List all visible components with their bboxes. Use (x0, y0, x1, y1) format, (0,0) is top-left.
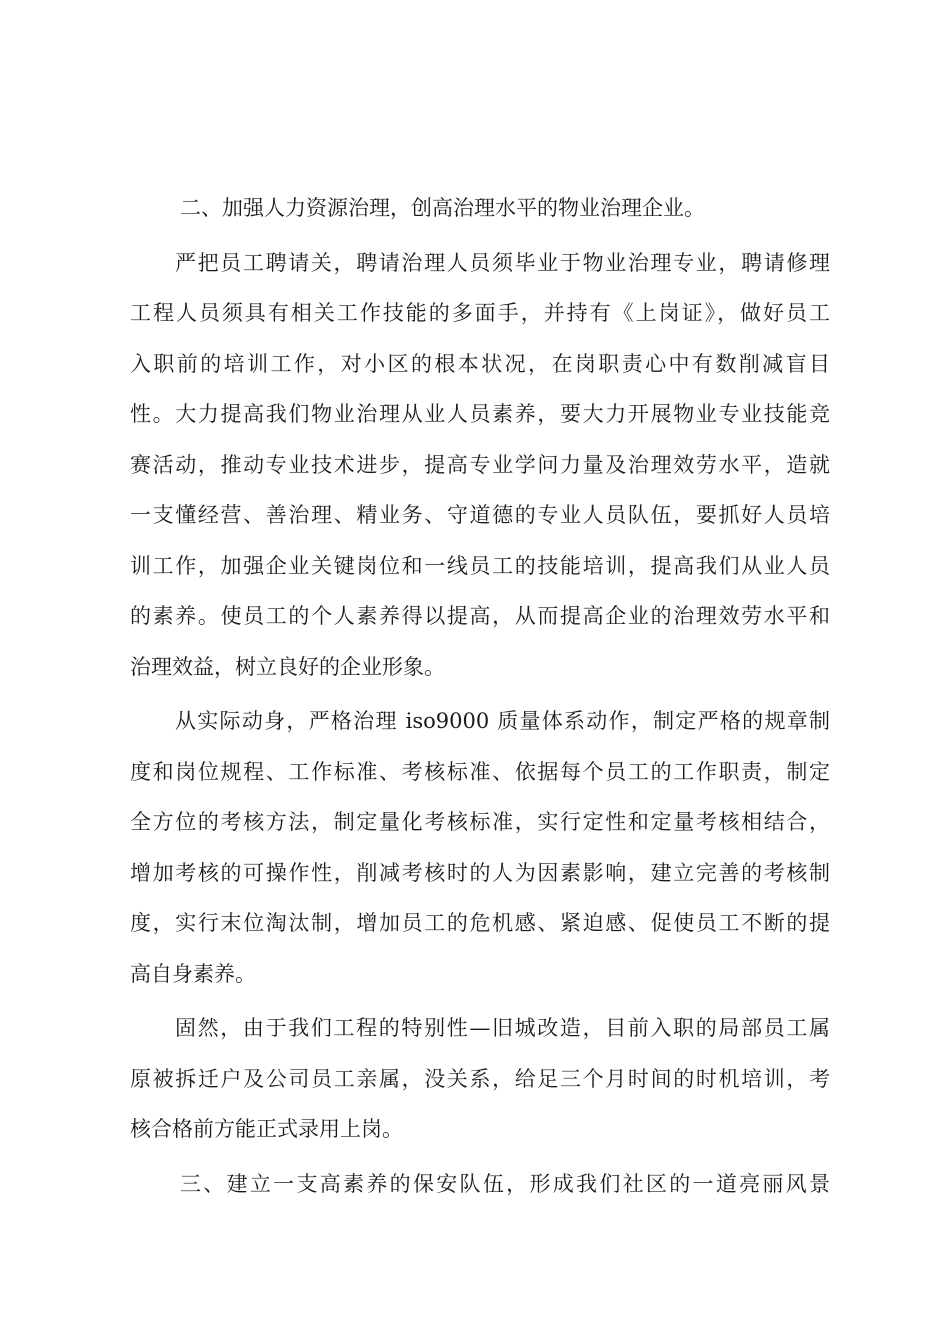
text-line: 工程人员须具有相关工作技能的多面手，并持有《上岗证》，做好员工 (130, 301, 830, 325)
text-line: 治理效益，树立良好的企业形象。 (130, 654, 445, 679)
text-line: 赛活动，推动专业技术进步，提高专业学问力量及治理效劳水平，造就 (130, 452, 830, 477)
text-line: 核合格前方能正式录用上岗。 (130, 1117, 403, 1141)
text-line: 原被拆迁户及公司员工亲属，没关系，给足三个月时间的时机培训，考 (130, 1066, 830, 1091)
text-line: 严把员工聘请关，聘请治理人员须毕业于物业治理专业，聘请修理 (175, 250, 830, 275)
section-heading-2: 二、加强人力资源治理，创高治理水平的物业治理企业。 (180, 196, 705, 220)
text-line: 增加考核的可操作性，削减考核时的人为因素影响，建立完善的考核制 (130, 860, 830, 885)
text-line: 一支懂经营、善治理、精业务、守道德的专业人员队伍，要抓好人员培 (130, 503, 830, 527)
text-line: 入职前的培训工作，对小区的根本状况，在岗职责心中有数削减盲目 (130, 351, 830, 376)
paragraph (130, 696, 830, 999)
paragraph (130, 238, 830, 693)
text-line: 度，实行末位淘汰制，增加员工的危机感、紧迫感、促使员工不断的提 (130, 911, 830, 935)
text-line: 训工作，加强企业关键岗位和一线员工的技能培训，提高我们从业人员 (130, 553, 830, 578)
text-line: 性。大力提高我们物业治理从业人员素养，要大力开展物业专业技能竞 (130, 402, 830, 426)
paragraph (130, 1003, 830, 1155)
section-heading-3: 三、建立一支高素养的保安队伍，形成我们社区的一道亮丽风景 (180, 1171, 830, 1196)
text-line: 高自身素养。 (130, 961, 256, 986)
document-page (130, 183, 830, 1209)
text-line: 固然，由于我们工程的特别性—旧城改造，目前入职的局部员工属 (175, 1016, 830, 1040)
text-line: 从实际动身，严格治理 iso9000 质量体系动作，制定严格的规章制 (175, 709, 830, 733)
text-line: 的素养。使员工的个人素养得以提高，从而提高企业的治理效劳水平和 (130, 604, 830, 628)
text-line: 度和岗位规程、工作标准、考核标准、依据每个员工的工作职责，制定 (130, 759, 830, 784)
text-line: 全方位的考核方法，制定量化考核标准，实行定性和定量考核相结合， (130, 810, 830, 834)
